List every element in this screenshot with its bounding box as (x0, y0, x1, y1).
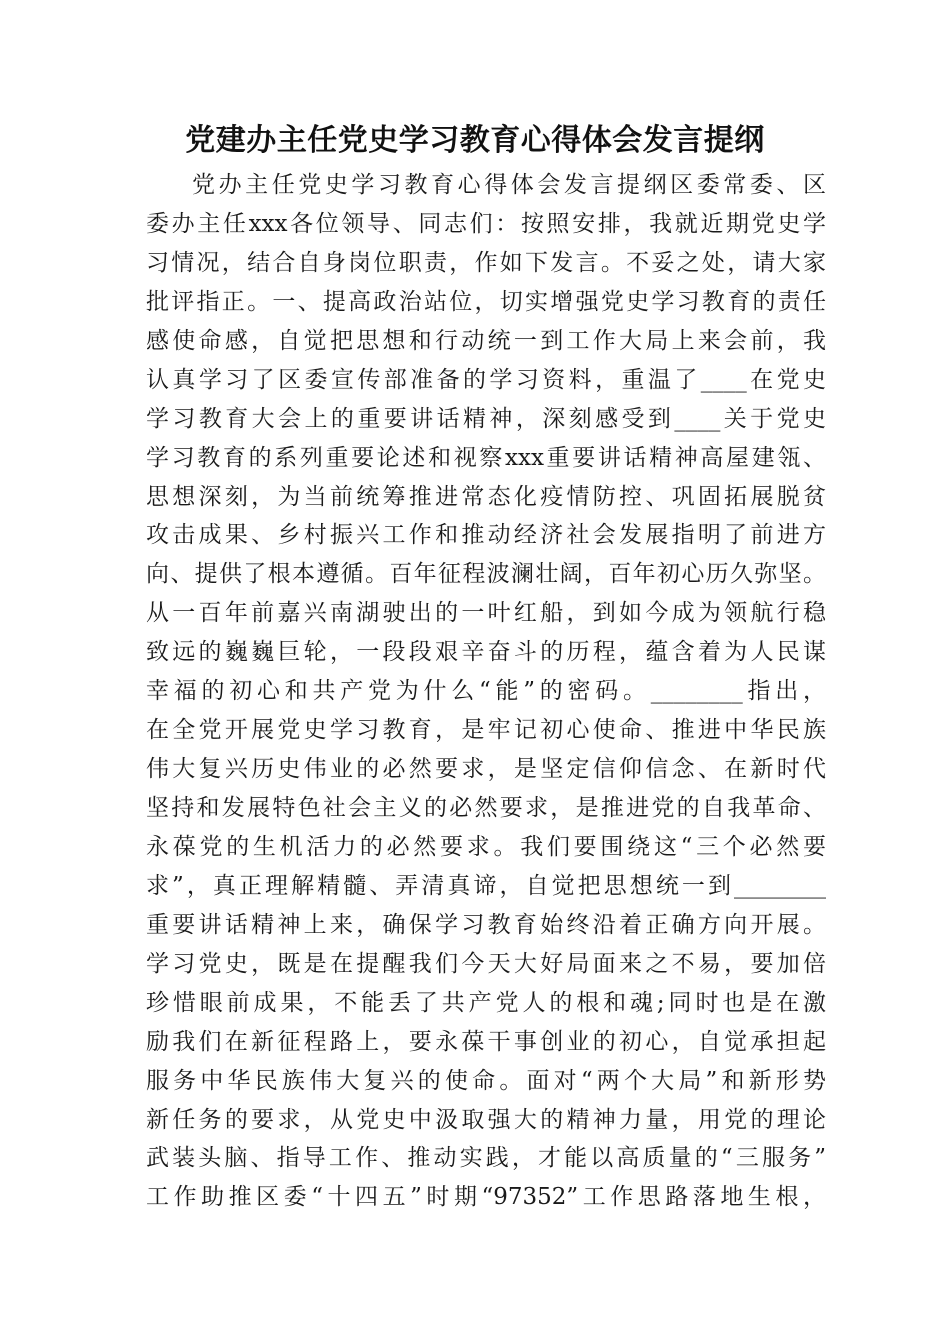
body-text-line: 学习教育的系列重要论述和视察xxx重要讲话精神高屋建瓴、 (146, 444, 826, 471)
body-text-line: 武装头脑、指导工作、推动实践，才能以高质量的“三服务” (146, 1145, 826, 1172)
body-text-line: 认真学习了区委宣传部准备的学习资料，重温了____在党史 (146, 366, 826, 393)
body-text-line: 批评指正。一、提高政治站位，切实增强党史学习教育的责任 (146, 288, 826, 315)
body-text-line: 励我们在新征程路上，要永葆干事创业的初心，自觉承担起 (146, 1028, 826, 1055)
body-text-line: 向、提供了根本遵循。百年征程波澜壮阔，百年初心历久弥坚。 (146, 561, 826, 588)
body-text-line: 习情况，结合自身岗位职责，作如下发言。不妥之处，请大家 (146, 249, 826, 276)
body-text-line: 思想深刻，为当前统筹推进常态化疫情防控、巩固拓展脱贫 (146, 483, 826, 510)
body-text-line: 永葆党的生机活力的必然要求。我们要围绕这“三个必然要 (146, 833, 826, 860)
body-text-line: 从一百年前嘉兴南湖驶出的一叶红船，到如今成为领航行稳 (146, 600, 826, 627)
body-text-line: 新任务的要求，从党史中汲取强大的精神力量，用党的理论 (146, 1106, 826, 1133)
body-text-line: 服务中华民族伟大复兴的使命。面对“两个大局”和新形势 (146, 1067, 826, 1094)
body-text-line: 伟大复兴历史伟业的必然要求，是坚定信仰信念、在新时代 (146, 756, 826, 783)
body-text-line: 求”，真正理解精髓、弄清真谛，自觉把思想统一到________ (146, 872, 826, 899)
document-body (146, 166, 826, 1217)
body-text-line: 致远的巍巍巨轮，一段段艰辛奋斗的历程，蕴含着为人民谋 (146, 639, 826, 666)
body-text-line: 珍惜眼前成果，不能丢了共产党人的根和魂;同时也是在激 (146, 989, 826, 1016)
body-text-line: 攻击成果、乡村振兴工作和推动经济社会发展指明了前进方 (146, 522, 826, 549)
body-text-line: 委办主任xxx各位领导、同志们：按照安排，我就近期党史学 (146, 210, 826, 237)
body-text-line: 工作助推区委“十四五”时期“97352”工作思路落地生根， (146, 1184, 826, 1211)
body-text-line: 学习党史，既是在提醒我们今天大好局面来之不易，要加倍 (146, 950, 826, 977)
body-text-line: 在全党开展党史学习教育，是牢记初心使命、推进中华民族 (146, 717, 826, 744)
body-text-line: 学习教育大会上的重要讲话精神，深刻感受到____关于党史 (146, 405, 826, 432)
document-title: 党建办主任党史学习教育心得体会发言提纲 (185, 123, 765, 158)
body-text-line: 党办主任党史学习教育心得体会发言提纲区委常委、区 (192, 172, 826, 198)
body-text-line: 感使命感，自觉把思想和行动统一到工作大局上来会前，我 (146, 327, 826, 354)
body-text-line: 幸福的初心和共产党为什么“能”的密码。________指出， (146, 678, 826, 705)
body-text-line: 重要讲话精神上来，确保学习教育始终沿着正确方向开展。 (146, 911, 826, 938)
body-text-line: 坚持和发展特色社会主义的必然要求，是推进党的自我革命、 (146, 795, 826, 821)
